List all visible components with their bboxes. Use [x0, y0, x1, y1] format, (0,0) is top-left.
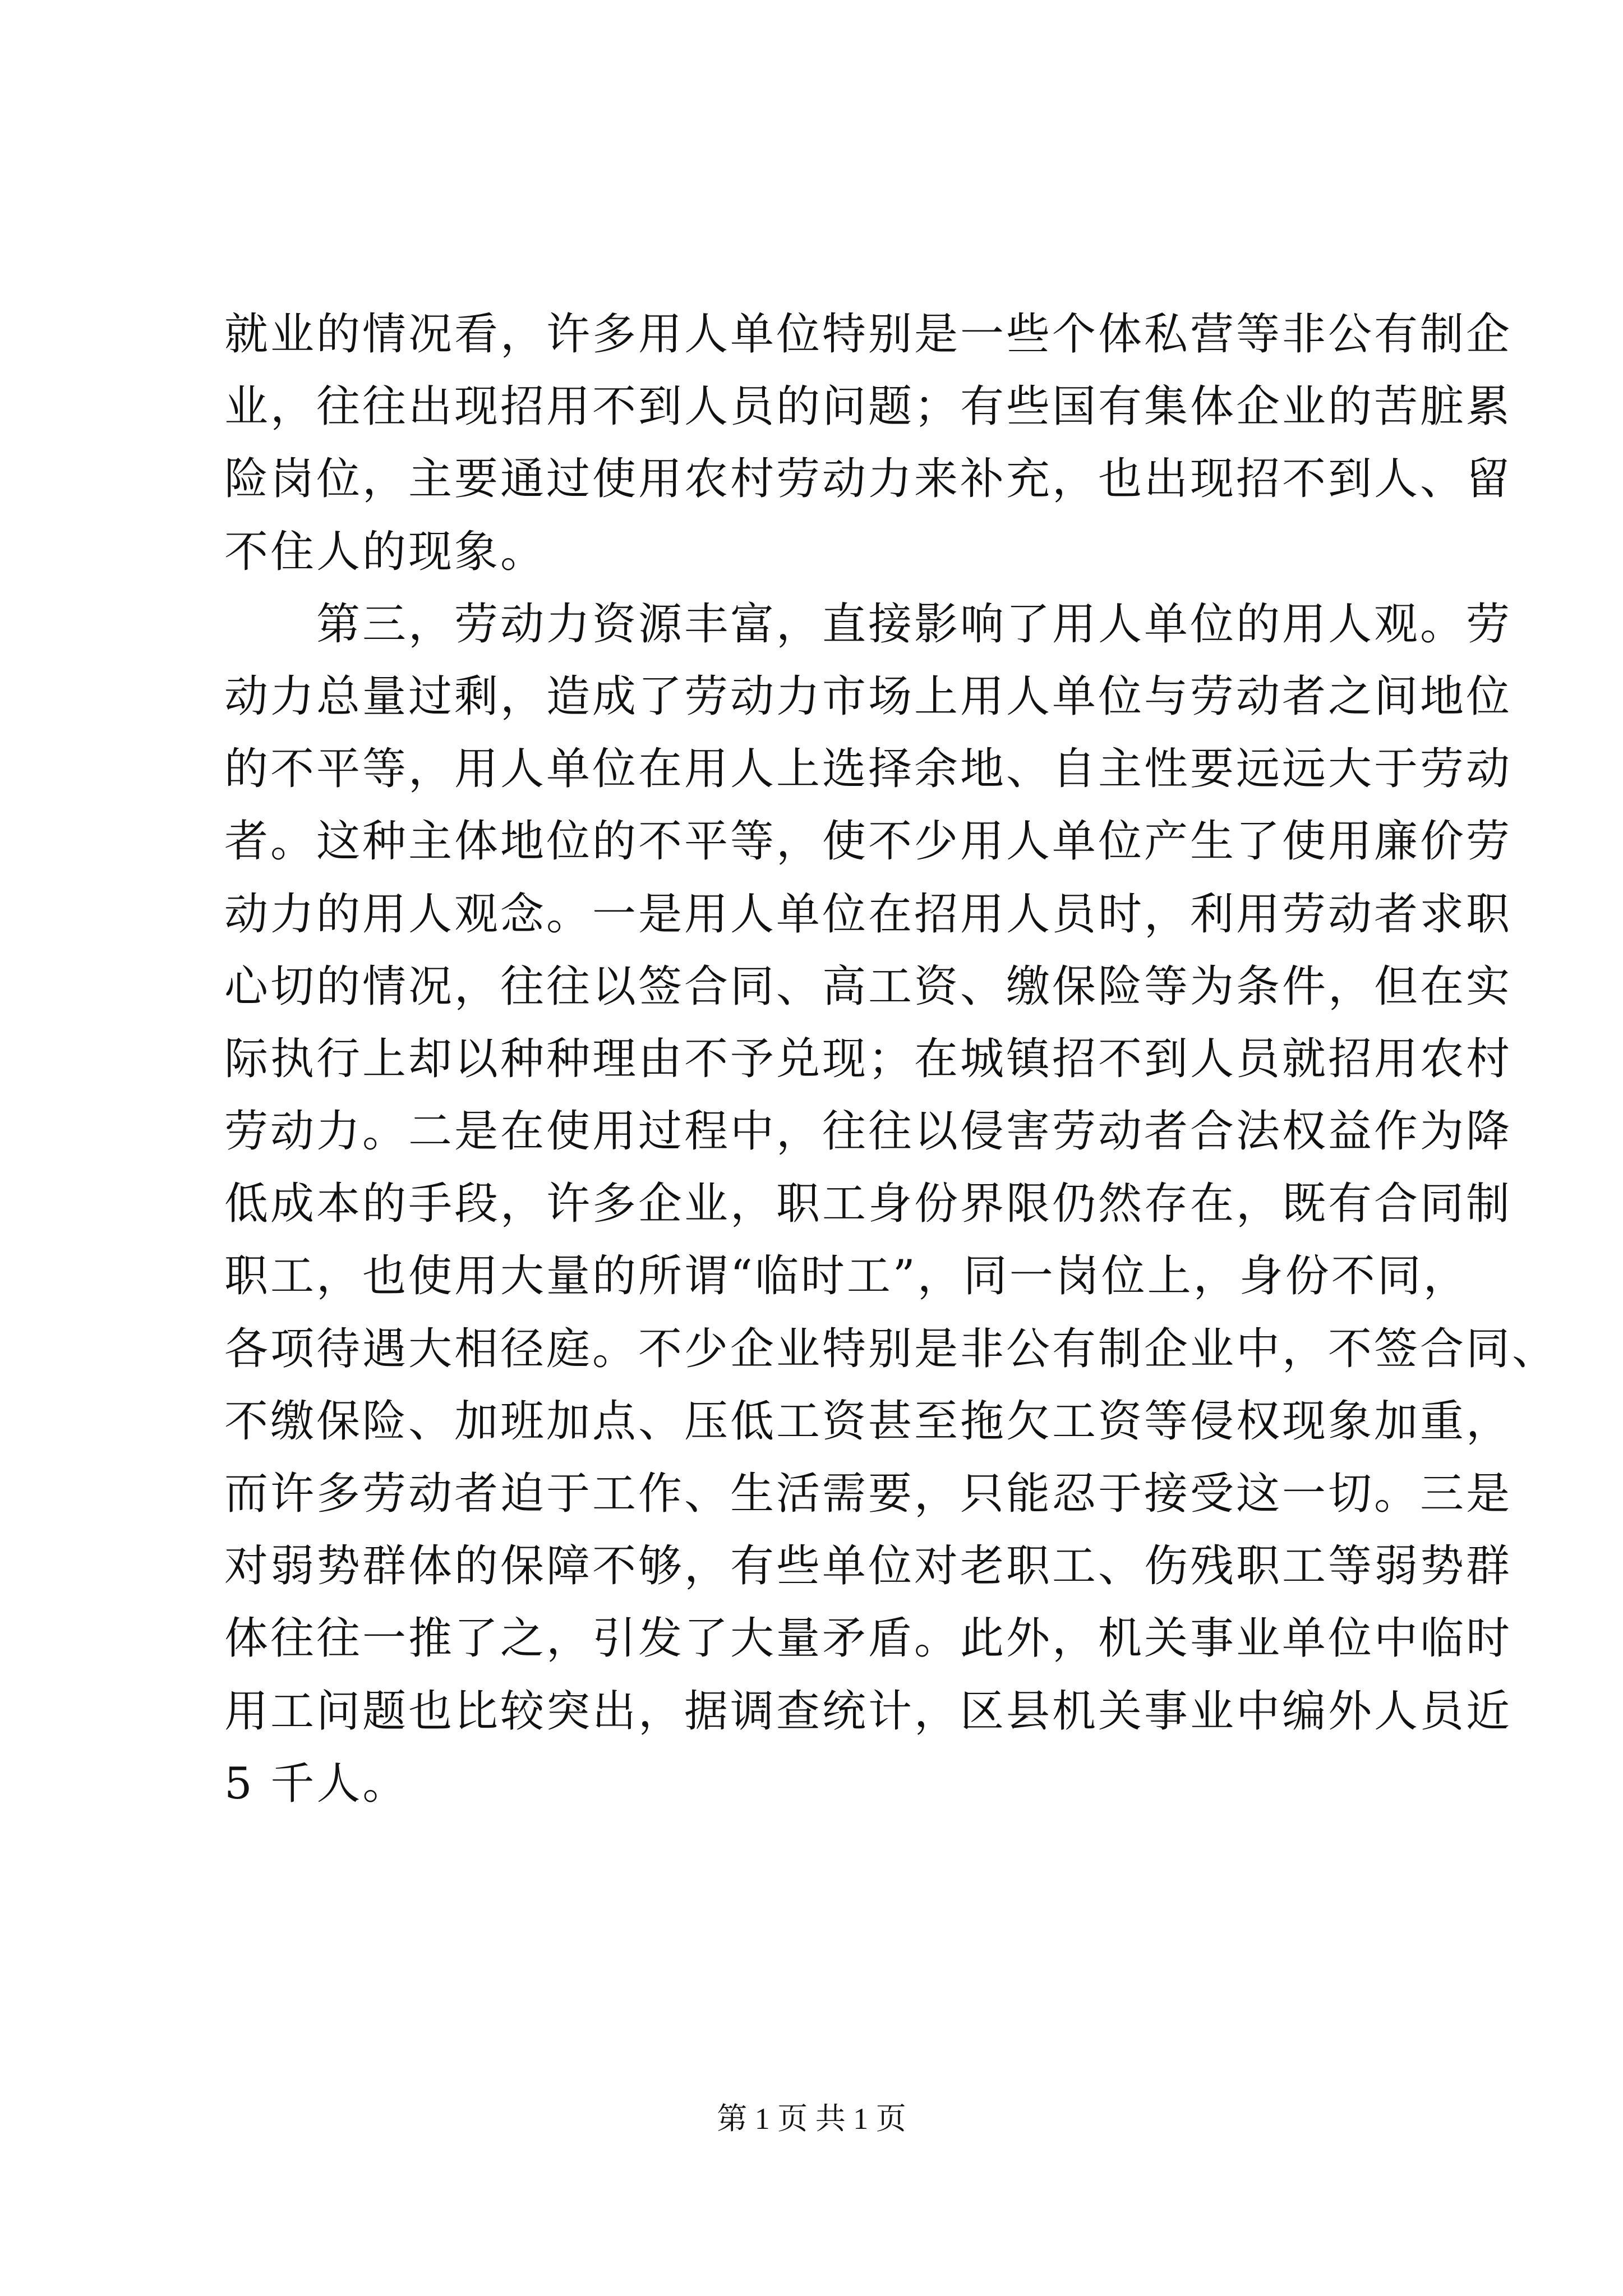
text-line: 动力总量过剩，造成了劳动力市场上用人单位与劳动者之间地位: [224, 671, 1513, 722]
text-line: 就业的情况看，许多用人单位特别是一些个体私营等非公有制企: [224, 309, 1513, 360]
page-number-label: 第 1 页 共 1 页: [717, 2102, 906, 2136]
text-line: 5 千人。: [224, 1758, 409, 1809]
text-line: 心切的情况，往往以签合同、高工资、缴保险等为条件，但在实: [224, 961, 1513, 1012]
page-footer: [0, 2099, 1623, 2138]
text-line: 低成本的手段，许多企业，职工身份界限仍然存在，既有合同制: [224, 1179, 1513, 1230]
text-line: 体往往一推了之，引发了大量矛盾。此外，机关事业单位中临时: [224, 1613, 1513, 1664]
text-line: 者。这种主体地位的不平等，使不少用人单位产生了使用廉价劳: [224, 816, 1513, 867]
text-line: 的不平等，用人单位在用人上选择余地、自主性要远远大于劳动: [224, 744, 1513, 795]
body-text: [224, 298, 1559, 1820]
text-line: 业，往往出现招用不到人员的问题；有些国有集体企业的苦脏累: [224, 381, 1513, 432]
text-line: 而许多劳动者迫于工作、生活需要，只能忍于接受这一切。三是: [224, 1469, 1513, 1519]
text-line: 动力的用人观念。一是用人单位在招用人员时，利用劳动者求职: [224, 889, 1513, 940]
text-line: 对弱势群体的保障不够，有些单位对老职工、伤残职工等弱势群: [224, 1541, 1513, 1592]
text-line: 际执行上却以种种理由不予兑现；在城镇招不到人员就招用农村: [224, 1033, 1513, 1084]
text-line: 不缴保险、加班加点、压低工资甚至拖欠工资等侵权现象加重，: [224, 1396, 1513, 1447]
text-line: 险岗位，主要通过使用农村劳动力来补充，也出现招不到人、留: [224, 454, 1513, 505]
text-line: 各项待遇大相径庭。不少企业特别是非公有制企业中，不签合同、: [224, 1323, 1559, 1374]
text-line: 用工问题也比较突出，据调查统计，区县机关事业中编外人员近: [224, 1686, 1513, 1737]
text-line: 劳动力。二是在使用过程中，往往以侵害劳动者合法权益作为降: [224, 1106, 1513, 1157]
text-line: 不住人的现象。: [224, 526, 547, 577]
text-line: 职工，也使用大量的所谓“临时工”，同一岗位上，身份不同，: [224, 1251, 1469, 1302]
paragraph-start-line: 第三，劳动力资源丰富，直接影响了用人单位的用人观。劳: [224, 599, 1513, 650]
